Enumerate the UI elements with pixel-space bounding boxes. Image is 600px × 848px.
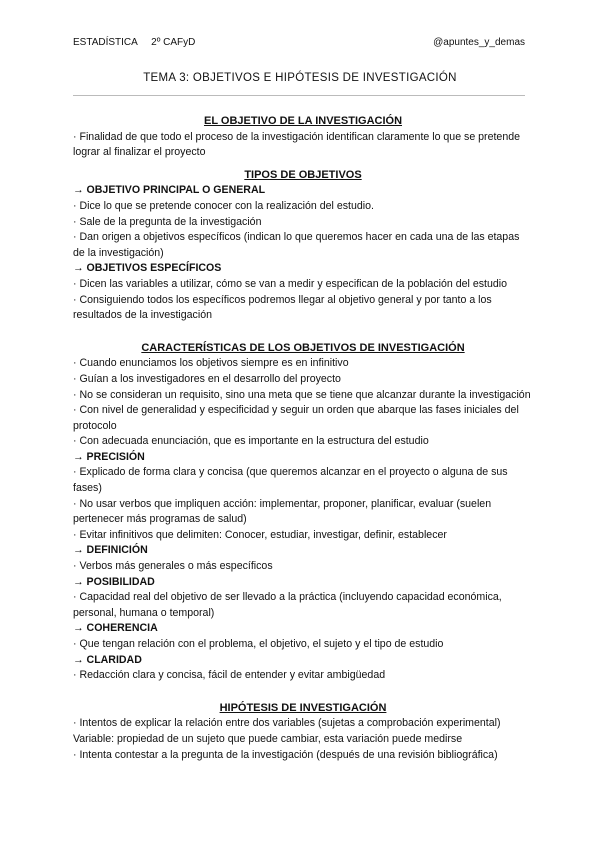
- section-heading-tipos: TIPOS DE OBJETIVOS: [244, 168, 362, 181]
- list-item: · Cuando enunciamos los objetivos siempre es en infinitivo: [73, 357, 349, 370]
- list-item: · No se consideran un requisito, sino una meta que se tiene que alcanzar durante la investigación: [73, 388, 531, 401]
- list-item: · Intenta contestar a la pregunta de la investigación (después de una revisión bibliográfica): [73, 748, 498, 761]
- list-item: Variable: propiedad de un sujeto que puede cambiar, esta variación puede medirse: [73, 732, 463, 745]
- list-item: · Sale de la pregunta de la investigación: [73, 215, 262, 228]
- subheading-definicion: → DEFINICIÓN: [73, 544, 148, 557]
- list-item: · No usar verbos que impliquen acción: implementar, proponer, planificar, evaluar (suelen pertenecer más programas de salud): [73, 497, 492, 526]
- subheading-coherencia: → COHERENCIA: [73, 622, 158, 635]
- subheading-objetivos-especificos: → OBJETIVOS ESPECÍFICOS: [73, 262, 222, 275]
- subheading-precision: → PRECISIÓN: [73, 450, 145, 463]
- list-item: · Dicen las variables a utilizar, cómo se van a medir y especifican de la población del estudio: [73, 277, 507, 290]
- list-item: · Evitar infinitivos que delimiten: Conocer, estudiar, investigar, definir, establecer: [73, 528, 447, 541]
- list-item: · Con adecuada enunciación, que es importante en la estructura del estudio: [73, 435, 429, 448]
- list-item: · Redacción clara y concisa, fácil de entender y evitar ambigüedad: [73, 669, 386, 682]
- document-body: [73, 114, 533, 763]
- section-heading-hipotesis: HIPÓTESIS DE INVESTIGACIÓN: [219, 701, 387, 714]
- list-item: · Dan origen a objetivos específicos (indican lo que queremos hacer en cada una de las etapas de la investigación): [73, 231, 520, 259]
- subheading-posibilidad: → POSIBILIDAD: [73, 575, 155, 588]
- list-item: · Con nivel de generalidad y especificidad y seguir un orden que abarque las fases iniciales del protocolo: [73, 404, 519, 432]
- list-item: · Intentos de explicar la relación entre dos variables (sujetas a comprobación experimental): [73, 717, 501, 730]
- header-course: ESTADÍSTICA 2º CAFyD: [73, 37, 196, 48]
- list-item: · Que tengan relación con el problema, el objetivo, el sujeto y el tipo de estudio: [73, 638, 444, 650]
- list-item: · Consiguiendo todos los específicos podremos llegar al objetivo general y por tanto a los resultados de la investigación: [73, 293, 492, 322]
- title-divider: [73, 95, 525, 96]
- header-handle: @apuntes_y_demas: [433, 37, 525, 48]
- list-item: · Capacidad real del objetivo de ser llevado a la práctica (incluyendo capacidad económica, personal, humana o temporal): [73, 591, 502, 619]
- subheading-claridad: → CLARIDAD: [73, 653, 142, 666]
- section-heading-caracteristicas: CARACTERÍSTICAS DE LOS OBJETIVOS DE INVESTIGACIÓN: [141, 341, 465, 354]
- list-item: · Verbos más generales o más específicos: [73, 560, 273, 573]
- list-item: · Guían a los investigadores en el desarrollo del proyecto: [73, 372, 341, 385]
- page-title: TEMA 3: OBJETIVOS E HIPÓTESIS DE INVESTIGACIÓN: [143, 72, 457, 84]
- list-item: · Explicado de forma clara y concisa (que queremos alcanzar en el proyecto o alguna de sus fases): [73, 466, 508, 495]
- list-item: · Dice lo que se pretende conocer con la realización del estudio.: [73, 199, 374, 212]
- paragraph: · Finalidad de que todo el proceso de la investigación identifican claramente lo que se pretende lograr al finalizar el proyecto: [73, 130, 520, 159]
- subheading-objetivo-general: → OBJETIVO PRINCIPAL O GENERAL: [73, 184, 266, 197]
- section-heading-objetivo: EL OBJETIVO DE LA INVESTIGACIÓN: [203, 115, 403, 127]
